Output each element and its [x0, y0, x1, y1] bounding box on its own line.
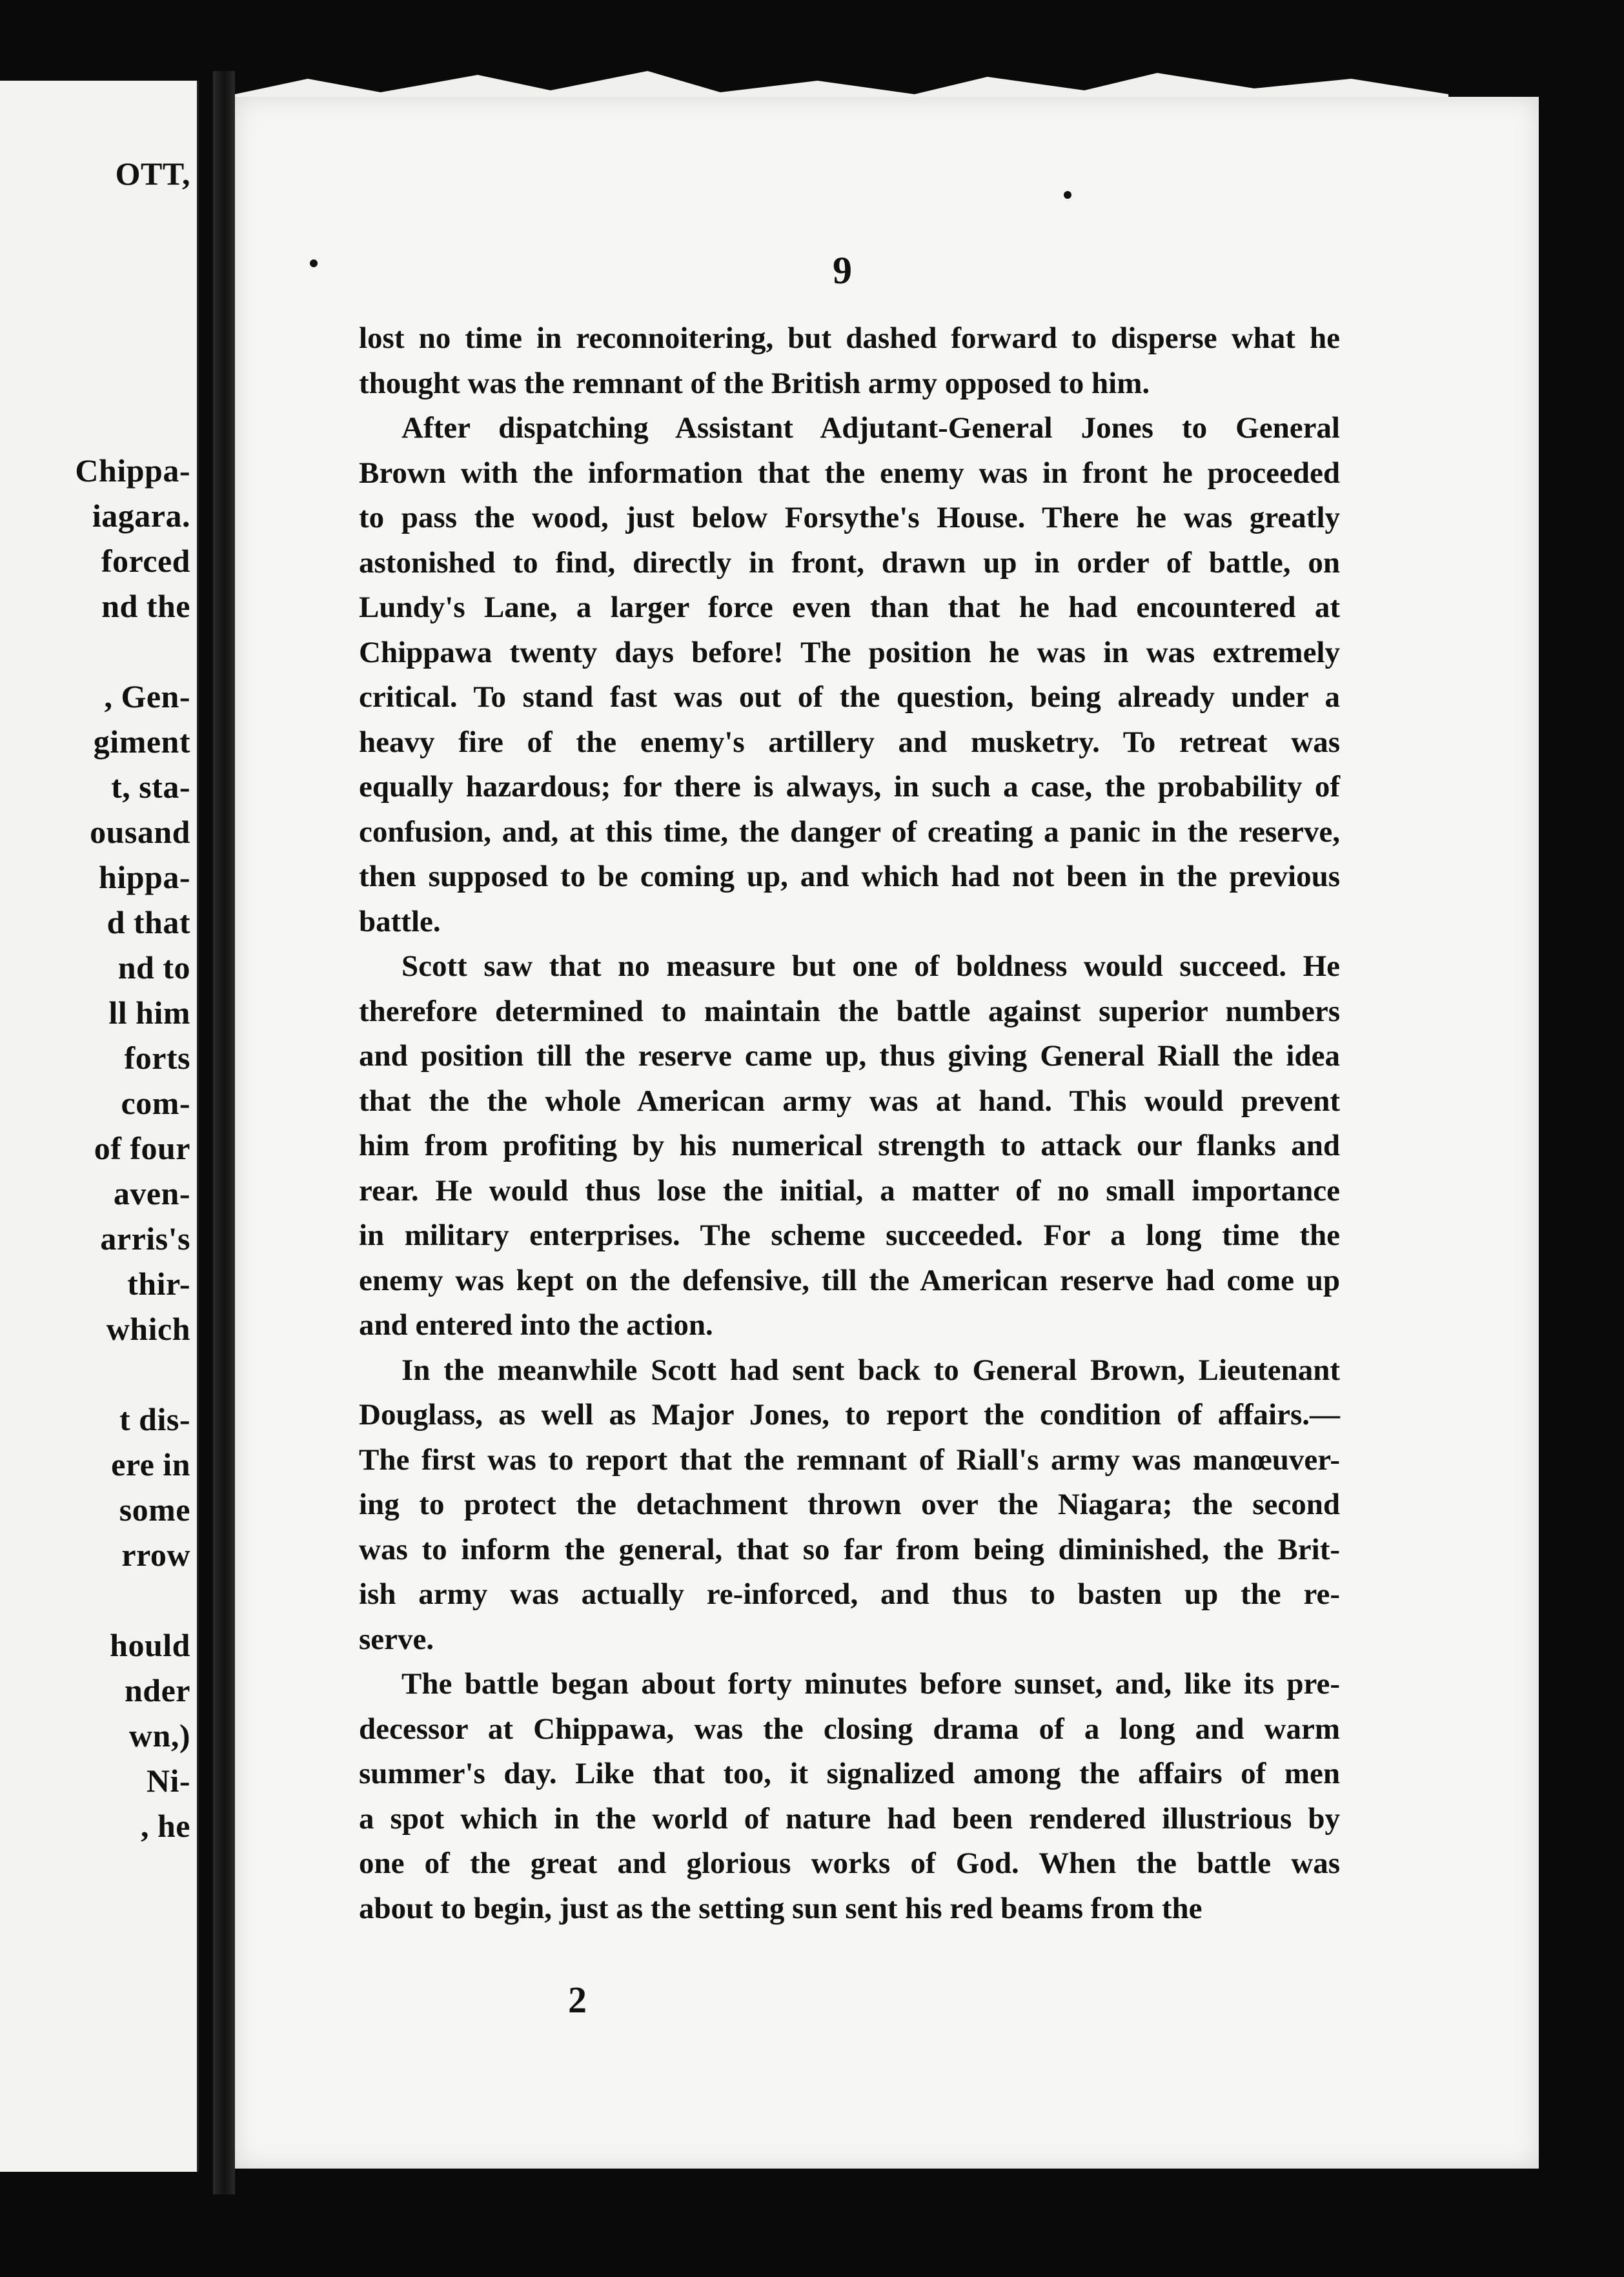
paragraph: [359, 316, 1340, 406]
ink-speck: [1064, 191, 1071, 199]
text-line: ish army was actually re-inforced, and thus to basten up the re-: [359, 1577, 1340, 1611]
left-page-line: giment: [93, 724, 190, 760]
left-page-line: forts: [124, 1040, 190, 1076]
left-page-line: OTT,: [115, 156, 190, 192]
left-page-line: which: [106, 1311, 190, 1347]
left-page-line: thir-: [127, 1266, 190, 1302]
left-page-line: hould: [110, 1627, 190, 1663]
left-page-line: , Gen-: [104, 678, 190, 714]
text-line: to pass the wood, just below Forsythe's House. There he was greatly: [359, 501, 1340, 534]
text-line: thought was the remnant of the British army opposed to him.: [359, 366, 1150, 400]
text-line: decessor at Chippawa, was the closing drama of a long and warm: [359, 1712, 1340, 1746]
text-line: Scott saw that no measure but one of boldness would succeed. He: [401, 949, 1340, 983]
left-page-line: iagara.: [92, 498, 190, 534]
text-line: confusion, and, at this time, the danger of creating a panic in the reserve,: [359, 815, 1340, 849]
text-line: The battle began about forty minutes before sunset, and, like its pre-: [401, 1667, 1340, 1701]
left-page-line: nd the: [101, 588, 190, 624]
left-page-line: ll him: [108, 995, 190, 1031]
text-line: and position till the reserve came up, thus giving General Riall the idea: [359, 1039, 1340, 1073]
paragraph: [359, 1662, 1340, 1931]
left-page-line: aven-: [113, 1175, 190, 1211]
left-page-line: Ni-: [146, 1763, 190, 1799]
text-line: After dispatching Assistant Adjutant-General Jones to General: [401, 411, 1340, 445]
ink-speck: [310, 259, 318, 267]
previous-page-fragment: [0, 81, 199, 2172]
left-page-line: ere in: [111, 1446, 190, 1483]
left-page-line: t dis-: [119, 1401, 190, 1437]
text-line: Douglass, as well as Major Jones, to report the condition of affairs.—: [359, 1398, 1340, 1432]
text-line: that the the whole American army was at hand. This would prevent: [359, 1084, 1340, 1118]
left-page-line: wn,): [128, 1717, 190, 1754]
left-page-line: d that: [107, 904, 190, 940]
body-text: [359, 316, 1340, 1931]
left-page-line: arris's: [100, 1220, 190, 1257]
left-page-line: hippa-: [99, 859, 190, 895]
text-line: critical. To stand fast was out of the question, being already under a: [359, 680, 1340, 714]
text-line: ing to protect the detachment thrown over the Niagara; the second: [359, 1488, 1340, 1521]
text-line: in military enterprises. The scheme succeeded. For a long time the: [359, 1219, 1340, 1252]
text-line: then supposed to be coming up, and which had not been in the previous: [359, 860, 1340, 893]
text-line: about to begin, just as the setting sun sent his red beams from the: [359, 1891, 1203, 1925]
left-page-line: com-: [121, 1085, 190, 1121]
left-page-line: ousand: [90, 814, 190, 850]
left-page-line: some: [119, 1492, 190, 1528]
left-page-line: t, sta-: [111, 769, 190, 805]
text-line: astonished to find, directly in front, drawn up in order of battle, on: [359, 545, 1340, 580]
text-line: enemy was kept on the defensive, till the American reserve had come up: [359, 1263, 1340, 1297]
text-line: The first was to report that the remnant of Riall's army was manœuver-: [359, 1442, 1340, 1477]
text-line: lost no time in reconnoitering, but dashed forward to disperse what he: [359, 321, 1340, 355]
text-line: Brown with the information that the enemy was in front he proceeded: [359, 456, 1340, 490]
left-page-line: rrow: [121, 1537, 190, 1573]
left-page-line: nder: [125, 1672, 190, 1708]
text-line: a spot which in the world of nature had been rendered illustrious by: [359, 1801, 1340, 1836]
text-line: one of the great and glorious works of God. When the battle was: [359, 1847, 1340, 1880]
paragraph: [359, 1348, 1340, 1663]
text-line: summer's day. Like that too, it signalized among the affairs of men: [359, 1757, 1340, 1790]
text-line: battle.: [359, 904, 441, 938]
text-line: him from profiting by his numerical strength to attack our flanks and: [359, 1129, 1340, 1162]
paragraph: [359, 406, 1340, 944]
text-line: In the meanwhile Scott had sent back to General Brown, Lieutenant: [401, 1353, 1340, 1387]
paragraph: [359, 944, 1340, 1348]
signature-mark: 2: [568, 1979, 587, 2021]
text-line: Chippawa twenty days before! The position he was in was extremely: [359, 635, 1340, 669]
left-page-line: forced: [101, 543, 190, 579]
left-page-line: of four: [94, 1130, 190, 1166]
text-line: heavy fire of the enemy's artillery and musketry. To retreat was: [359, 725, 1340, 759]
text-line: Lundy's Lane, a larger force even than that he had encountered at: [359, 591, 1340, 624]
left-page-line: , he: [141, 1808, 190, 1844]
text-line: serve.: [359, 1622, 434, 1656]
page-number: 9: [833, 249, 852, 292]
text-line: equally hazardous; for there is always, in such a case, the probability of: [359, 770, 1340, 804]
left-page-line: Chippa-: [75, 452, 190, 489]
text-line: rear. He would thus lose the initial, a matter of no small importance: [359, 1173, 1340, 1208]
text-line: was to inform the general, that so far from being diminished, the Brit-: [359, 1532, 1340, 1566]
left-page-line: nd to: [117, 949, 190, 986]
text-line: therefore determined to maintain the battle against superior numbers: [359, 994, 1340, 1028]
text-line: and entered into the action.: [359, 1308, 713, 1342]
binding-gutter: [213, 71, 235, 2194]
